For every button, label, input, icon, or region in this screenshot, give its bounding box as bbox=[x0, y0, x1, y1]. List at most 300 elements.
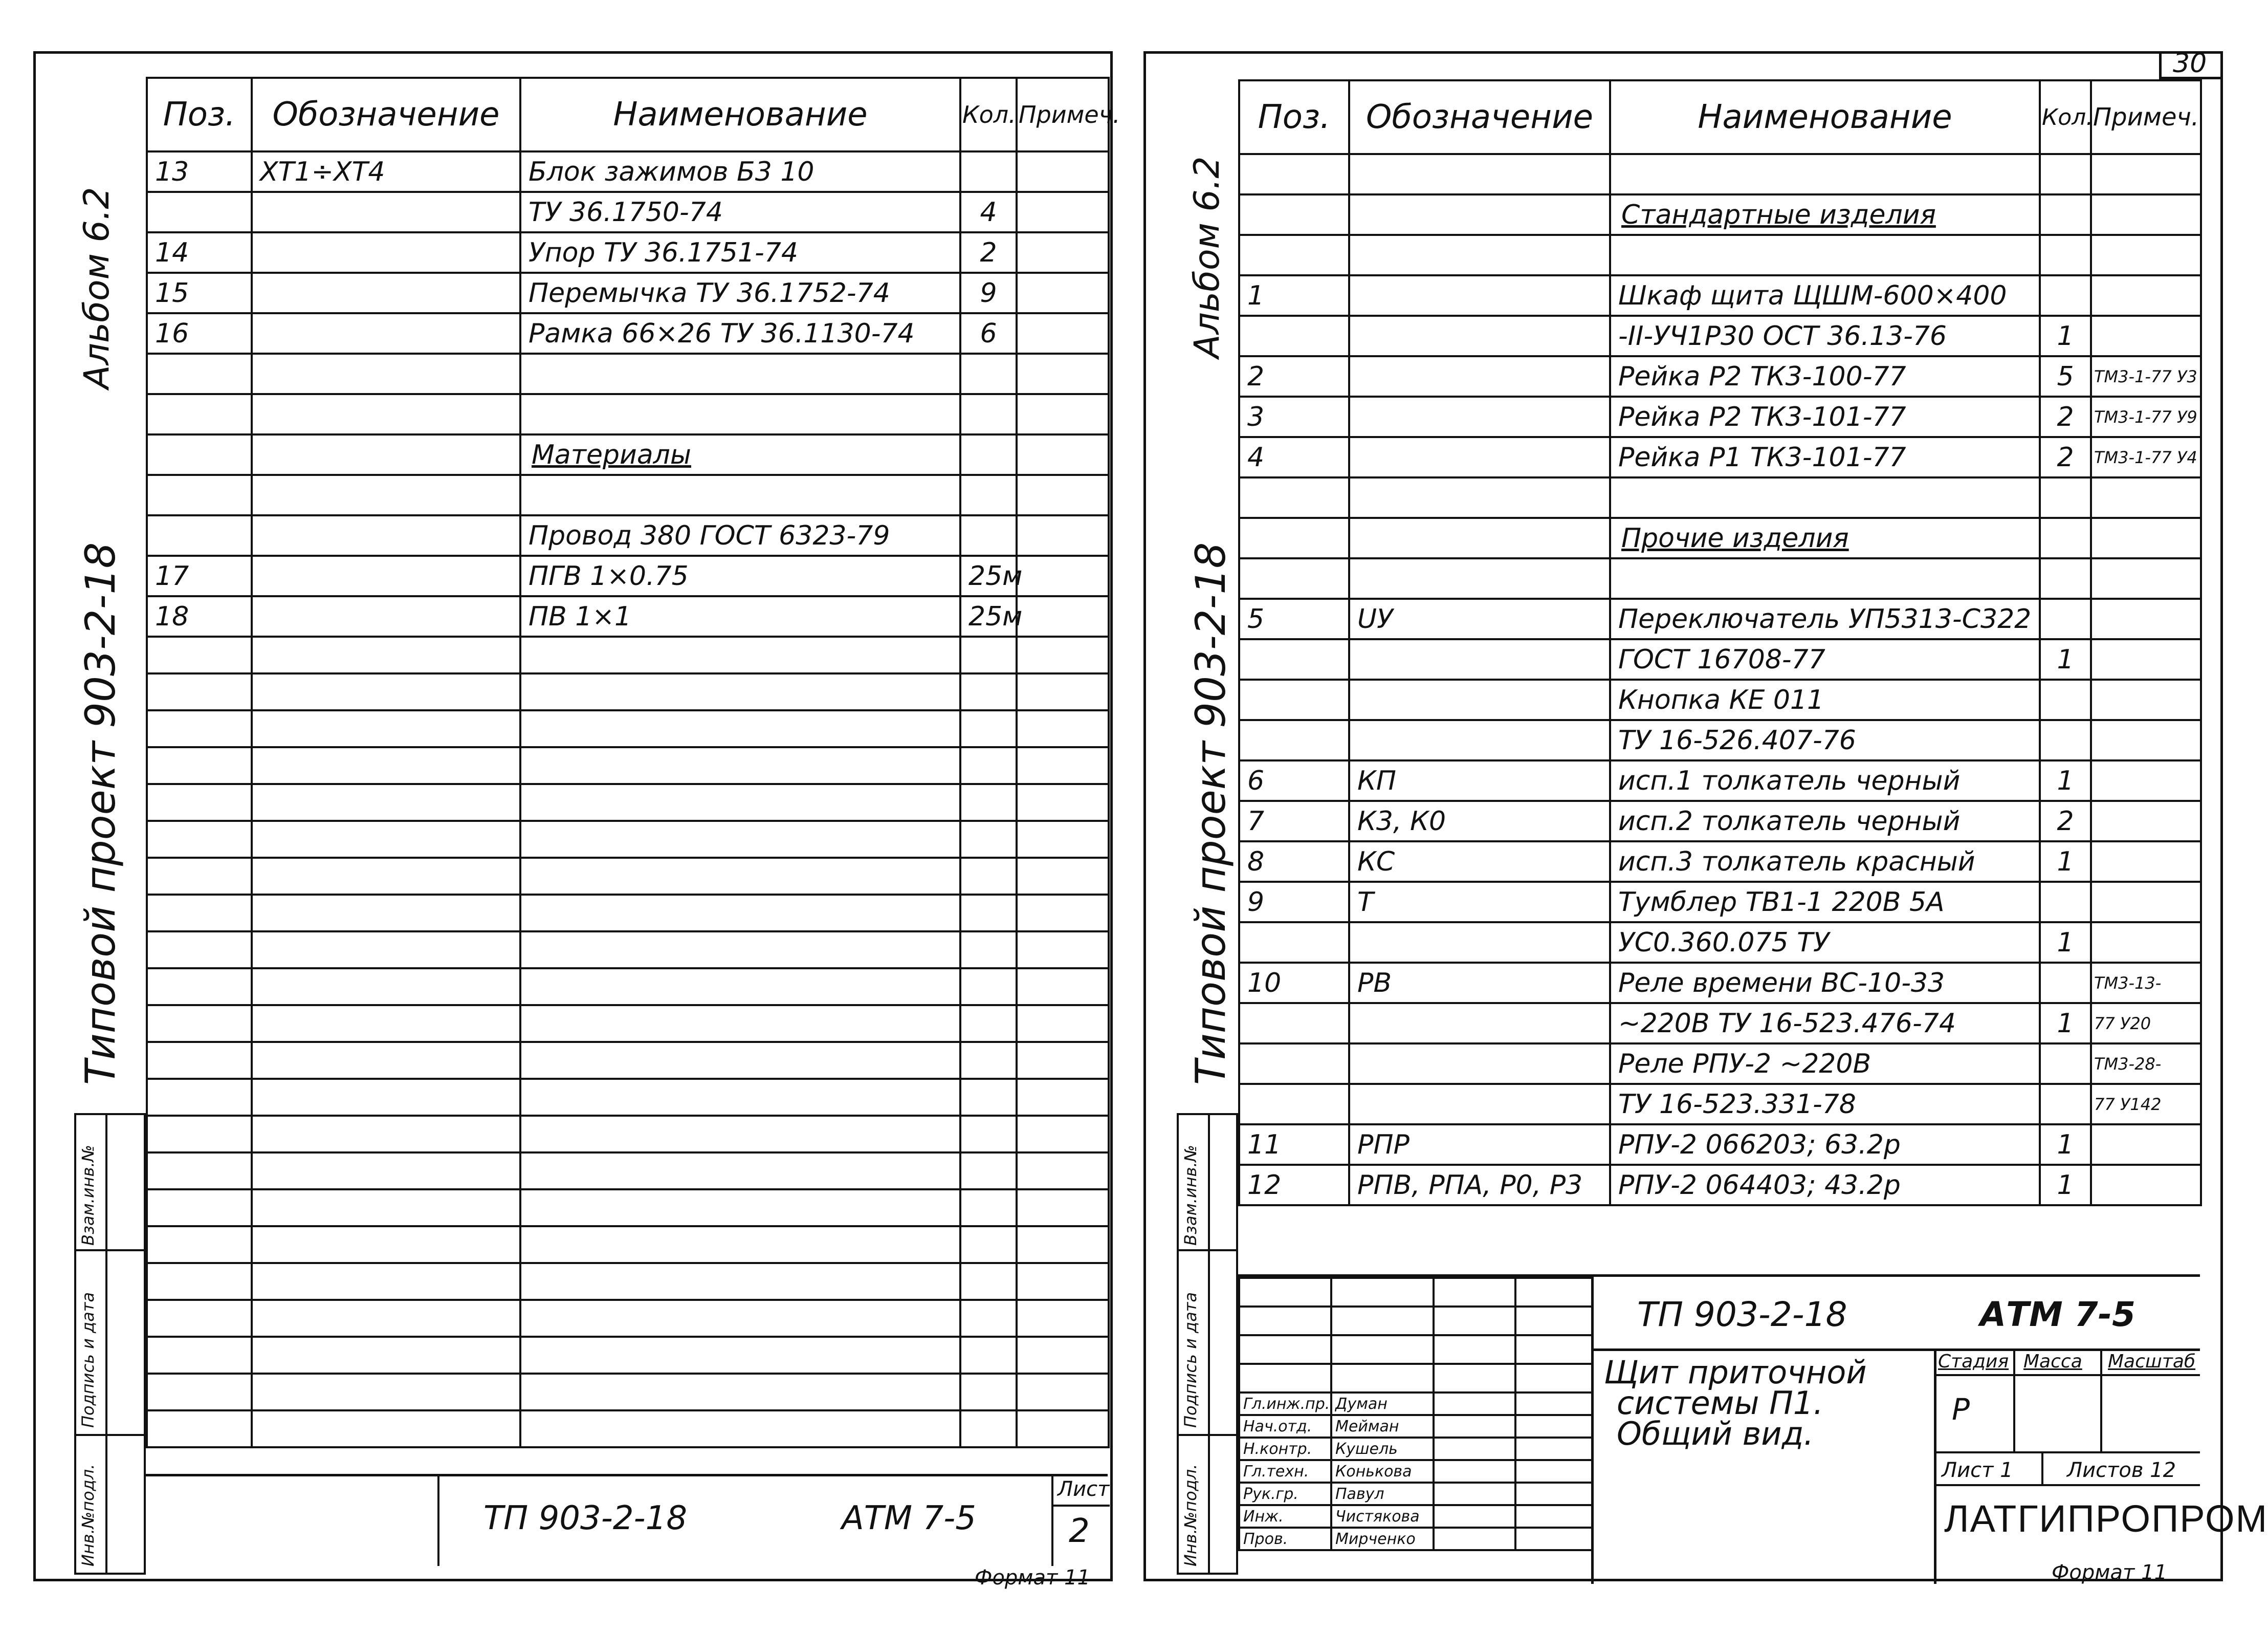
table-row bbox=[1239, 801, 2201, 841]
left-stamp-doc: АТМ 7-5 bbox=[842, 1499, 976, 1537]
cell-pos bbox=[147, 515, 252, 556]
empty-cell bbox=[1017, 821, 1109, 858]
cell-pos: 2 bbox=[1239, 356, 1349, 397]
stamp-blank-cell bbox=[1239, 1335, 1331, 1364]
left-side-label-signature: Подпись и дата bbox=[78, 1292, 98, 1428]
sheet-row-line bbox=[1934, 1484, 2200, 1486]
empty-cell bbox=[960, 1005, 1017, 1042]
cell-qty: 2 bbox=[960, 232, 1017, 273]
empty-cell bbox=[147, 1410, 252, 1447]
stamp-signature bbox=[1434, 1438, 1515, 1460]
cell-note bbox=[1017, 556, 1109, 596]
col-pos-header: Поз. bbox=[147, 78, 252, 151]
cell-pos bbox=[1239, 316, 1349, 356]
empty-cell bbox=[252, 673, 520, 710]
empty-cell bbox=[1017, 1189, 1109, 1226]
table-row bbox=[1239, 841, 2201, 882]
title-divider-vertical bbox=[1591, 1277, 1594, 1584]
empty-row bbox=[147, 784, 1109, 821]
empty-row bbox=[147, 1152, 1109, 1189]
drawing-title-line-1: Щит приточной bbox=[1604, 1354, 1867, 1391]
table-row bbox=[147, 394, 1109, 434]
left-bottom-stamp bbox=[146, 1474, 1108, 1563]
stamp-date bbox=[1515, 1415, 1592, 1438]
cell-designation bbox=[1349, 680, 1610, 720]
cell-pos: 7 bbox=[1239, 801, 1349, 841]
empty-cell bbox=[252, 1152, 520, 1189]
table-row bbox=[147, 192, 1109, 232]
stage-col-line-1 bbox=[2013, 1351, 2015, 1453]
cell-designation bbox=[1349, 275, 1610, 316]
stamp-person-name: Думан bbox=[1331, 1392, 1434, 1415]
cell-pos: 13 bbox=[147, 151, 252, 192]
cell-name bbox=[520, 394, 960, 434]
cell-qty: 4 bbox=[960, 192, 1017, 232]
cell-designation bbox=[1349, 922, 1610, 963]
stamp-role-row bbox=[1239, 1528, 1592, 1550]
table-row bbox=[1239, 680, 2201, 720]
cell-note bbox=[1017, 192, 1109, 232]
cell-qty: 2 bbox=[2040, 437, 2091, 477]
cell-designation bbox=[1349, 154, 1610, 194]
empty-cell bbox=[1017, 710, 1109, 747]
stamp-person-name: Мирченко bbox=[1331, 1528, 1434, 1550]
empty-cell bbox=[147, 1189, 252, 1226]
cell-designation bbox=[1349, 720, 1610, 760]
table-row bbox=[147, 475, 1109, 515]
cell-designation bbox=[252, 515, 520, 556]
cell-qty: 1 bbox=[2040, 841, 2091, 882]
stage-bottom-line bbox=[1934, 1451, 2200, 1453]
stamp-signature bbox=[1434, 1460, 1515, 1483]
cell-pos bbox=[147, 475, 252, 515]
cell-qty: 25м bbox=[960, 556, 1017, 596]
cell-pos: 17 bbox=[147, 556, 252, 596]
empty-row bbox=[147, 1226, 1109, 1263]
empty-cell bbox=[520, 710, 960, 747]
table-row bbox=[1239, 720, 2201, 760]
stamp-role-row bbox=[1239, 1483, 1592, 1505]
empty-cell bbox=[147, 1042, 252, 1079]
empty-cell bbox=[1017, 968, 1109, 1005]
empty-cell bbox=[252, 637, 520, 673]
empty-cell bbox=[520, 637, 960, 673]
cell-qty bbox=[2040, 235, 2091, 275]
section-heading: Материалы bbox=[532, 439, 691, 470]
cell-qty bbox=[2040, 882, 2091, 922]
cell-designation bbox=[1349, 397, 1610, 437]
cell-note bbox=[1017, 394, 1109, 434]
empty-cell bbox=[147, 858, 252, 895]
cell-designation bbox=[252, 273, 520, 313]
empty-row bbox=[147, 821, 1109, 858]
table-row bbox=[1239, 922, 2201, 963]
cell-note bbox=[1017, 434, 1109, 475]
table-row bbox=[147, 434, 1109, 475]
cell-name: Рейка Р1 ТК3-101-77 bbox=[1610, 437, 2040, 477]
cell-name: ТУ 16-526.407-76 bbox=[1610, 720, 2040, 760]
empty-cell bbox=[960, 931, 1017, 968]
empty-cell bbox=[960, 747, 1017, 784]
table-row bbox=[1239, 316, 2201, 356]
cell-pos: 12 bbox=[1239, 1165, 1349, 1205]
cell-name: ТУ 36.1750-74 bbox=[520, 192, 960, 232]
empty-cell bbox=[147, 968, 252, 1005]
left-sheet-label: Лист bbox=[1058, 1477, 1110, 1501]
stamp-role-title: Рук.гр. bbox=[1239, 1483, 1331, 1505]
stamp-role-row bbox=[1239, 1392, 1592, 1415]
empty-cell bbox=[147, 1337, 252, 1374]
cell-qty: 1 bbox=[2040, 1165, 2091, 1205]
left-spec-table bbox=[146, 77, 1120, 1448]
cell-qty: 1 bbox=[2040, 1003, 2091, 1043]
stamp-signature bbox=[1434, 1392, 1515, 1415]
empty-cell bbox=[252, 1079, 520, 1116]
stamp-signature bbox=[1434, 1415, 1515, 1438]
drawing-title-line-3: Общий вид. bbox=[1617, 1415, 1814, 1452]
table-row bbox=[147, 515, 1109, 556]
stamp-blank-row bbox=[1239, 1307, 1592, 1335]
cell-note bbox=[1017, 151, 1109, 192]
cell-designation bbox=[252, 313, 520, 354]
cell-name: Блок зажимов Б3 10 bbox=[520, 151, 960, 192]
left-header-row bbox=[147, 78, 1109, 151]
empty-cell bbox=[960, 673, 1017, 710]
cell-name: исп.1 толкатель черный bbox=[1610, 760, 2040, 801]
cell-name: Провод 380 ГОСТ 6323-79 bbox=[520, 515, 960, 556]
cell-name: исп.3 толкатель красный bbox=[1610, 841, 2040, 882]
right-stamp-doc: АТМ 7-5 bbox=[1980, 1295, 2135, 1334]
left-sheet-box bbox=[1051, 1476, 1108, 1566]
empty-cell bbox=[520, 895, 960, 931]
left-stamp-divider bbox=[437, 1476, 439, 1566]
cell-pos bbox=[1239, 639, 1349, 680]
empty-cell bbox=[960, 784, 1017, 821]
stamp-date bbox=[1515, 1505, 1592, 1528]
cell-note: ТМ3-1-77 У3 bbox=[2091, 356, 2201, 397]
table-row bbox=[1239, 1003, 2201, 1043]
empty-cell bbox=[520, 1116, 960, 1152]
empty-cell bbox=[252, 895, 520, 931]
cell-pos bbox=[1239, 1084, 1349, 1124]
empty-cell bbox=[520, 821, 960, 858]
cell-qty bbox=[2040, 518, 2091, 558]
stamp-blank-cell bbox=[1331, 1364, 1434, 1392]
cell-pos: 16 bbox=[147, 313, 252, 354]
cell-note bbox=[2091, 518, 2201, 558]
table-row bbox=[147, 556, 1109, 596]
table-row bbox=[1239, 1043, 2201, 1084]
empty-cell bbox=[960, 1263, 1017, 1300]
stamp-role-title: Нач.отд. bbox=[1239, 1415, 1331, 1438]
cell-qty bbox=[2040, 275, 2091, 316]
empty-row bbox=[147, 637, 1109, 673]
cell-qty bbox=[960, 515, 1017, 556]
stamp-person-name: Конькова bbox=[1331, 1460, 1434, 1483]
cell-note bbox=[1017, 515, 1109, 556]
cell-name: ПГВ 1×0.75 bbox=[520, 556, 960, 596]
empty-cell bbox=[960, 1116, 1017, 1152]
empty-cell bbox=[147, 1116, 252, 1152]
stamp-blank-cell bbox=[1515, 1307, 1592, 1335]
empty-cell bbox=[252, 784, 520, 821]
cell-designation bbox=[1349, 558, 1610, 599]
cell-pos bbox=[1239, 154, 1349, 194]
sheet-label: Лист 1 bbox=[1942, 1459, 2013, 1482]
stamp-blank-row bbox=[1239, 1278, 1592, 1307]
col-name-header: Наименование bbox=[1610, 80, 2040, 154]
empty-cell bbox=[252, 821, 520, 858]
cell-qty bbox=[2040, 194, 2091, 235]
empty-cell bbox=[1017, 1042, 1109, 1079]
stamp-person-name: Кушель bbox=[1331, 1438, 1434, 1460]
stamp-role-title: Инж. bbox=[1239, 1505, 1331, 1528]
empty-cell bbox=[520, 747, 960, 784]
empty-cell bbox=[147, 1263, 252, 1300]
cell-designation bbox=[252, 434, 520, 475]
cell-note: ТМ3-28- bbox=[2091, 1043, 2201, 1084]
cell-note bbox=[2091, 760, 2201, 801]
empty-row bbox=[147, 1079, 1109, 1116]
stamp-date bbox=[1515, 1528, 1592, 1550]
cell-qty bbox=[960, 151, 1017, 192]
empty-cell bbox=[960, 1410, 1017, 1447]
empty-cell bbox=[520, 1042, 960, 1079]
cell-pos bbox=[1239, 477, 1349, 518]
empty-cell bbox=[960, 1042, 1017, 1079]
stamp-signature bbox=[1434, 1505, 1515, 1528]
cell-qty: 1 bbox=[2040, 639, 2091, 680]
empty-cell bbox=[960, 1300, 1017, 1337]
empty-cell bbox=[960, 968, 1017, 1005]
cell-name: ТУ 16-523.331-78 bbox=[1610, 1084, 2040, 1124]
cell-qty: 2 bbox=[2040, 397, 2091, 437]
empty-cell bbox=[520, 1079, 960, 1116]
stamp-signature bbox=[1434, 1528, 1515, 1550]
cell-qty: 2 bbox=[2040, 801, 2091, 841]
empty-cell bbox=[1017, 637, 1109, 673]
cell-name: Кнопка КЕ 011 bbox=[1610, 680, 2040, 720]
empty-cell bbox=[520, 1189, 960, 1226]
empty-cell bbox=[960, 1337, 1017, 1374]
table-row bbox=[147, 354, 1109, 394]
cell-qty bbox=[2040, 680, 2091, 720]
cell-note bbox=[2091, 720, 2201, 760]
empty-row bbox=[147, 1300, 1109, 1337]
empty-row bbox=[147, 1005, 1109, 1042]
table-row bbox=[1239, 963, 2201, 1003]
cell-note bbox=[2091, 316, 2201, 356]
cell-designation bbox=[252, 556, 520, 596]
cell-name: Тумблер ТВ1-1 220В 5А bbox=[1610, 882, 2040, 922]
empty-cell bbox=[147, 1152, 252, 1189]
stamp-blank-cell bbox=[1434, 1307, 1515, 1335]
cell-designation bbox=[252, 354, 520, 394]
cell-qty: 1 bbox=[2040, 1124, 2091, 1165]
right-side-label-signature: Подпись и дата bbox=[1181, 1292, 1200, 1428]
right-project-label: Типовой проект 903-2-18 bbox=[1187, 542, 1235, 1085]
empty-cell bbox=[147, 1005, 252, 1042]
cell-designation: КП bbox=[1349, 760, 1610, 801]
cell-designation: UУ bbox=[1349, 599, 1610, 639]
col-qty-header: Кол. bbox=[960, 78, 1017, 151]
stamp-blank-cell bbox=[1239, 1364, 1331, 1392]
stamp-signature bbox=[1434, 1483, 1515, 1505]
table-row bbox=[1239, 639, 2201, 680]
cell-note bbox=[1017, 475, 1109, 515]
stamp-person-name: Павул bbox=[1331, 1483, 1434, 1505]
cell-name bbox=[520, 354, 960, 394]
stage-value: Р bbox=[1952, 1392, 1970, 1427]
left-format-label: Формат 11 bbox=[975, 1566, 1090, 1590]
cell-qty bbox=[2040, 599, 2091, 639]
empty-cell bbox=[252, 710, 520, 747]
empty-cell bbox=[147, 1374, 252, 1410]
cell-note: ТМ3-1-77 У9 bbox=[2091, 397, 2201, 437]
cell-designation bbox=[1349, 518, 1610, 558]
cell-note bbox=[1017, 232, 1109, 273]
col-qty-header: Кол. bbox=[2040, 80, 2091, 154]
cell-designation bbox=[1349, 194, 1610, 235]
sheet-col-line bbox=[2041, 1453, 2043, 1484]
cell-qty: 25м bbox=[960, 596, 1017, 637]
table-row bbox=[1239, 1124, 2201, 1165]
right-album-label: Альбом 6.2 bbox=[1187, 156, 1227, 358]
cell-note bbox=[2091, 599, 2201, 639]
empty-cell bbox=[520, 1152, 960, 1189]
empty-cell bbox=[1017, 1005, 1109, 1042]
cell-designation: КС bbox=[1349, 841, 1610, 882]
empty-row bbox=[147, 747, 1109, 784]
cell-name: Рейка Р2 ТК3-101-77 bbox=[1610, 397, 2040, 437]
cell-qty bbox=[2040, 963, 2091, 1003]
cell-qty: 1 bbox=[2040, 316, 2091, 356]
table-row bbox=[1239, 235, 2201, 275]
cell-pos: 4 bbox=[1239, 437, 1349, 477]
cell-designation bbox=[1349, 437, 1610, 477]
cell-qty bbox=[2040, 154, 2091, 194]
cell-name: РПУ-2 064403; 43.2р bbox=[1610, 1165, 2040, 1205]
left-sheet-number: 2 bbox=[1069, 1512, 1090, 1550]
cell-qty: 9 bbox=[960, 273, 1017, 313]
col-note-header: Примеч. bbox=[1017, 78, 1109, 151]
cell-name: Шкаф щита ЩШМ-600×400 bbox=[1610, 275, 2040, 316]
stamp-date bbox=[1515, 1483, 1592, 1505]
stamp-role-title: Гл.инж.пр. bbox=[1239, 1392, 1331, 1415]
empty-row bbox=[147, 1189, 1109, 1226]
stamp-blank-row bbox=[1239, 1364, 1592, 1392]
table-row bbox=[1239, 194, 2201, 235]
cell-name: РПУ-2 066203; 63.2р bbox=[1610, 1124, 2040, 1165]
section-heading: Прочие изделия bbox=[1621, 523, 1849, 554]
table-row bbox=[1239, 1084, 2201, 1124]
cell-pos bbox=[147, 434, 252, 475]
stamp-blank-cell bbox=[1239, 1307, 1331, 1335]
empty-cell bbox=[520, 858, 960, 895]
empty-cell bbox=[1017, 1079, 1109, 1116]
cell-qty bbox=[960, 394, 1017, 434]
stamp-person-name: Мейман bbox=[1331, 1415, 1434, 1438]
cell-qty bbox=[2040, 1043, 2091, 1084]
empty-cell bbox=[147, 673, 252, 710]
empty-cell bbox=[252, 1300, 520, 1337]
cell-pos: 18 bbox=[147, 596, 252, 637]
cell-qty bbox=[2040, 477, 2091, 518]
col-name-header: Наименование bbox=[520, 78, 960, 151]
scale-header: Масштаб bbox=[2108, 1351, 2196, 1372]
cell-name: Рейка Р2 ТК3-100-77 bbox=[1610, 356, 2040, 397]
stage-table bbox=[1934, 1351, 2200, 1453]
left-sheet-divider bbox=[1053, 1505, 1110, 1507]
stage-row-line bbox=[1934, 1374, 2200, 1376]
table-row bbox=[1239, 437, 2201, 477]
cell-note bbox=[2091, 1165, 2201, 1205]
left-project-label: Типовой проект 903-2-18 bbox=[77, 542, 124, 1085]
cell-designation bbox=[252, 232, 520, 273]
cell-note bbox=[2091, 882, 2201, 922]
stamp-blank-cell bbox=[1331, 1278, 1434, 1307]
cell-designation bbox=[1349, 1084, 1610, 1124]
stamp-person-name: Чистякова bbox=[1331, 1505, 1434, 1528]
cell-designation: РПР bbox=[1349, 1124, 1610, 1165]
table-row bbox=[1239, 154, 2201, 194]
cell-name: ПВ 1×1 bbox=[520, 596, 960, 637]
empty-cell bbox=[252, 1263, 520, 1300]
cell-note bbox=[2091, 235, 2201, 275]
empty-cell bbox=[1017, 1263, 1109, 1300]
cell-pos: 8 bbox=[1239, 841, 1349, 882]
cell-pos: 5 bbox=[1239, 599, 1349, 639]
empty-cell bbox=[960, 637, 1017, 673]
empty-cell bbox=[520, 1410, 960, 1447]
empty-cell bbox=[252, 1410, 520, 1447]
empty-cell bbox=[147, 637, 252, 673]
cell-name: Перемычка ТУ 36.1752-74 bbox=[520, 273, 960, 313]
table-row bbox=[1239, 477, 2201, 518]
page-number-box bbox=[2159, 48, 2223, 79]
empty-row bbox=[147, 673, 1109, 710]
sheets-label: Листов 12 bbox=[2067, 1459, 2176, 1482]
empty-cell bbox=[252, 968, 520, 1005]
empty-cell bbox=[147, 784, 252, 821]
cell-designation bbox=[1349, 1043, 1610, 1084]
table-row bbox=[147, 232, 1109, 273]
cell-qty: 1 bbox=[2040, 922, 2091, 963]
stamp-role-row bbox=[1239, 1505, 1592, 1528]
cell-designation bbox=[1349, 1003, 1610, 1043]
empty-cell bbox=[252, 1005, 520, 1042]
cell-pos: 11 bbox=[1239, 1124, 1349, 1165]
stamp-role-row bbox=[1239, 1460, 1592, 1483]
empty-cell bbox=[520, 1300, 960, 1337]
stamp-role-title: Гл.техн. bbox=[1239, 1460, 1331, 1483]
cell-designation: Т bbox=[1349, 882, 1610, 922]
cell-pos bbox=[1239, 1003, 1349, 1043]
empty-cell bbox=[520, 784, 960, 821]
stamp-blank-cell bbox=[1331, 1335, 1434, 1364]
mass-header: Масса bbox=[2023, 1351, 2082, 1372]
cell-name: Переключатель УП5313-С322 bbox=[1610, 599, 2040, 639]
empty-cell bbox=[520, 1374, 960, 1410]
cell-designation bbox=[252, 596, 520, 637]
empty-row bbox=[147, 1042, 1109, 1079]
cell-name bbox=[1610, 235, 2040, 275]
cell-pos: 14 bbox=[147, 232, 252, 273]
left-album-label: Альбом 6.2 bbox=[77, 187, 117, 389]
cell-pos bbox=[1239, 922, 1349, 963]
empty-cell bbox=[147, 1226, 252, 1263]
cell-pos bbox=[1239, 235, 1349, 275]
